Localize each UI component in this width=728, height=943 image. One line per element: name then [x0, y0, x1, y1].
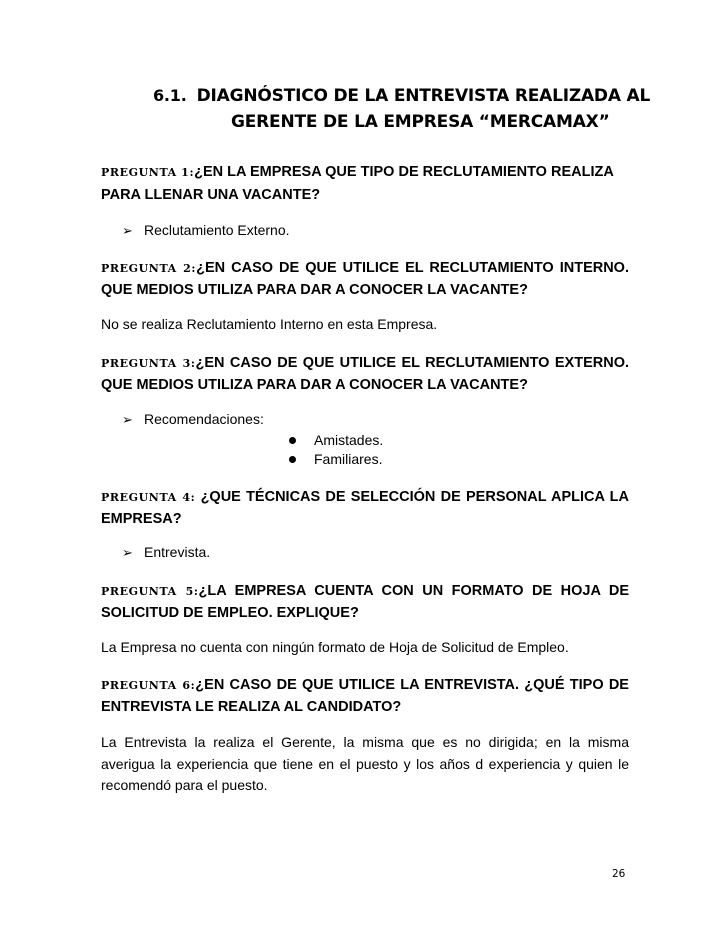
question-text-cont: EMPRESA? [101, 511, 182, 527]
question-5 [101, 580, 629, 603]
question-4-cont [101, 508, 629, 530]
question-3-cont [101, 374, 629, 396]
answer-text: La Entrevista la realiza el Gerente, la misma que es no dirigida; en la misma averigua la experiencia que tiene en el puesto y los años d experiencia y quien le recomendó para el puesto. [101, 734, 629, 793]
section-number: 6.1. [153, 86, 187, 105]
question-tag: PREGUNTA 5: [101, 585, 199, 598]
answer-3-item-2 [289, 449, 382, 469]
answer-text: Recomendaciones: [144, 411, 264, 427]
section-title-line2: GERENTE DE LA EMPRESA “MERCAMAX” [231, 112, 610, 132]
question-text: ¿EN CASO DE QUE UTILICE EL RECLUTAMIENTO EXTERNO. [195, 355, 629, 371]
question-tag: PREGUNTA 6: [101, 679, 196, 692]
question-text: ¿QUE TÉCNICAS DE SELECCIÓN DE PERSONAL APLICA LA [200, 489, 630, 505]
answer-5 [101, 637, 629, 659]
answer-text: Entrevista. [144, 544, 211, 560]
arrow-bullet-icon: ➢ [122, 223, 133, 238]
question-2 [101, 257, 629, 280]
answer-text: Reclutamiento Externo. [144, 222, 290, 238]
answer-4 [122, 542, 210, 563]
answer-2 [101, 314, 629, 336]
dot-bullet-icon [289, 437, 296, 444]
arrow-bullet-icon: ➢ [122, 412, 133, 427]
arrow-bullet-icon: ➢ [122, 545, 133, 560]
question-6 [101, 674, 629, 697]
answer-6 [101, 732, 629, 797]
answer-text: No se realiza Reclutamiento Interno en esta Empresa. [101, 316, 438, 332]
question-5-cont [101, 602, 629, 624]
question-text: ¿EN CASO DE QUE UTILICE LA ENTREVISTA. ¿QUÉ TIPO DE [195, 677, 629, 693]
dot-bullet-icon [289, 456, 296, 463]
section-heading-line1 [153, 86, 650, 106]
answer-3-item-1 [289, 430, 383, 450]
question-4 [101, 486, 629, 509]
question-text-cont: PARA LLENAR UNA VACANTE? [101, 187, 321, 203]
question-tag: PREGUNTA 2: [101, 262, 197, 275]
question-text: ¿EN CASO DE QUE UTILICE EL RECLUTAMIENTO INTERNO. [196, 260, 629, 276]
page-number: 26 [612, 868, 626, 880]
question-2-cont [101, 279, 629, 301]
answer-1 [122, 220, 290, 241]
answer-text: La Empresa no cuenta con ningún formato de Hoja de Solicitud de Empleo. [101, 639, 569, 655]
question-text-cont: ENTREVISTA LE REALIZA AL CANDIDATO? [101, 699, 402, 715]
section-heading-line2 [231, 112, 610, 132]
question-text: ¿LA EMPRESA CUENTA CON UN FORMATO DE HOJA DE [198, 583, 630, 599]
question-6-cont [101, 696, 629, 718]
question-tag: PREGUNTA 4: [101, 491, 196, 504]
question-text-cont: QUE MEDIOS UTILIZA PARA DAR A CONOCER LA VACANTE? [101, 377, 528, 393]
question-1 [101, 161, 629, 206]
question-text: ¿EN LA EMPRESA QUE TIPO DE RECLUTAMIENTO REALIZA [194, 164, 614, 180]
question-tag: PREGUNTA 1: [101, 166, 195, 179]
question-text-cont: QUE MEDIOS UTILIZA PARA DAR A CONOCER LA VACANTE? [101, 282, 528, 298]
answer-item-text: Familiares. [314, 451, 383, 467]
question-tag: PREGUNTA 3: [101, 357, 196, 370]
section-title-line1: DIAGNÓSTICO DE LA ENTREVISTA REALIZADA AL [196, 86, 651, 106]
question-3 [101, 352, 629, 375]
question-text-cont: SOLICITUD DE EMPLEO. EXPLIQUE? [101, 605, 359, 621]
answer-item-text: Amistades. [314, 432, 384, 448]
answer-3 [122, 409, 264, 430]
